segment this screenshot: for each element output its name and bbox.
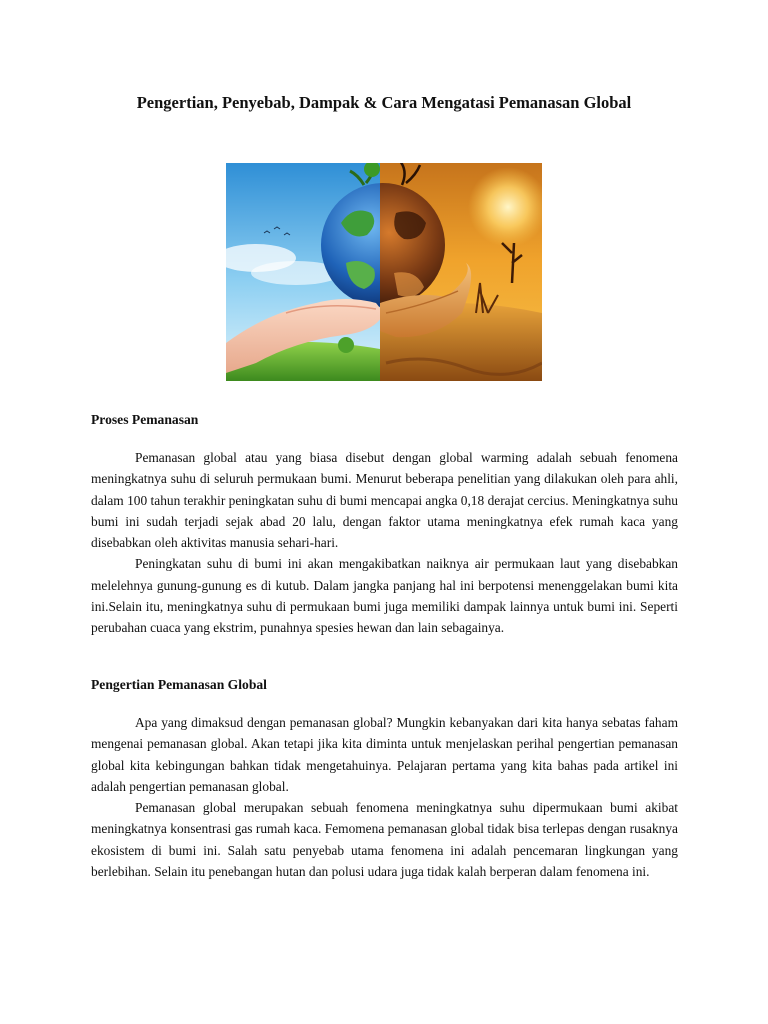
- paragraph: Apa yang dimaksud dengan pemanasan global? Mungkin kebanyakan dari kita hanya sebatas faham mengenai pemanasan global. Akan tetapi jika kita diminta untuk menjelaskan perihal pengertian pemanasan global kita kebingungan bahkan tidak mengetahuinya. Pelajaran pertama yang kita bahas pada artikel ini adalah pengertian pemanasan global.: [91, 715, 678, 794]
- section-heading-proses-pemanasan: Proses Pemanasan: [91, 412, 199, 427]
- section-body-proses-pemanasan: [91, 447, 678, 639]
- document-title: Pengertian, Penyebab, Dampak & Cara Mengatasi Pemanasan Global: [136, 93, 632, 112]
- paragraph: Pemanasan global merupakan sebuah fenomena meningkatnya suhu dipermukaan bumi akibat meningkatnya konsentrasi gas rumah kaca. Femomena pemanasan global tidak bisa terlepas dengan rusaknya ekosistem di bumi ini. Salah satu penyebab utama fenomena ini adalah pencemaran lingkungan yang berlebihan. Selain itu penebangan hutan dan polusi udara juga tidak kalah berperan dalam fenomena ini.: [91, 800, 678, 880]
- paragraph: Peningkatan suhu di bumi ini akan mengakibatkan naiknya air permukaan laut yang disebabkan melelehnya gunung-gunung es di kutub. Dalam jangka panjang hal ini berpotensi menenggelakan bumi kita ini.Selain itu, meningkatnya suhu di permukaan bumi juga memiliki dampak lainnya untuk bumi ini. Seperti perubahan cuaca yang ekstrim, punahnya spesies hewan dan lain sebagainya.: [91, 556, 678, 636]
- section-heading-pengertian-pemanasan-global: Pengertian Pemanasan Global: [91, 677, 267, 692]
- section-body-pengertian-pemanasan-global: [91, 712, 678, 882]
- global-warming-illustration: [226, 163, 542, 381]
- paragraph: Pemanasan global atau yang biasa disebut dengan global warming adalah sebuah fenomena meningkatnya suhu di seluruh permukaan bumi. Menurut beberapa penelitian yang dilakukan oleh para ahli, dalam 100 tahun terakhir peningkatan suhu di bumi mencapai angka 0,18 derajat cercius. Meningkatnya suhu bumi ini sudah terjadi sejak abad 20 lalu, dengan faktor utama meningkatnya efek rumah kaca yang disebabkan oleh aktivitas manusia sehari-hari.: [91, 450, 678, 551]
